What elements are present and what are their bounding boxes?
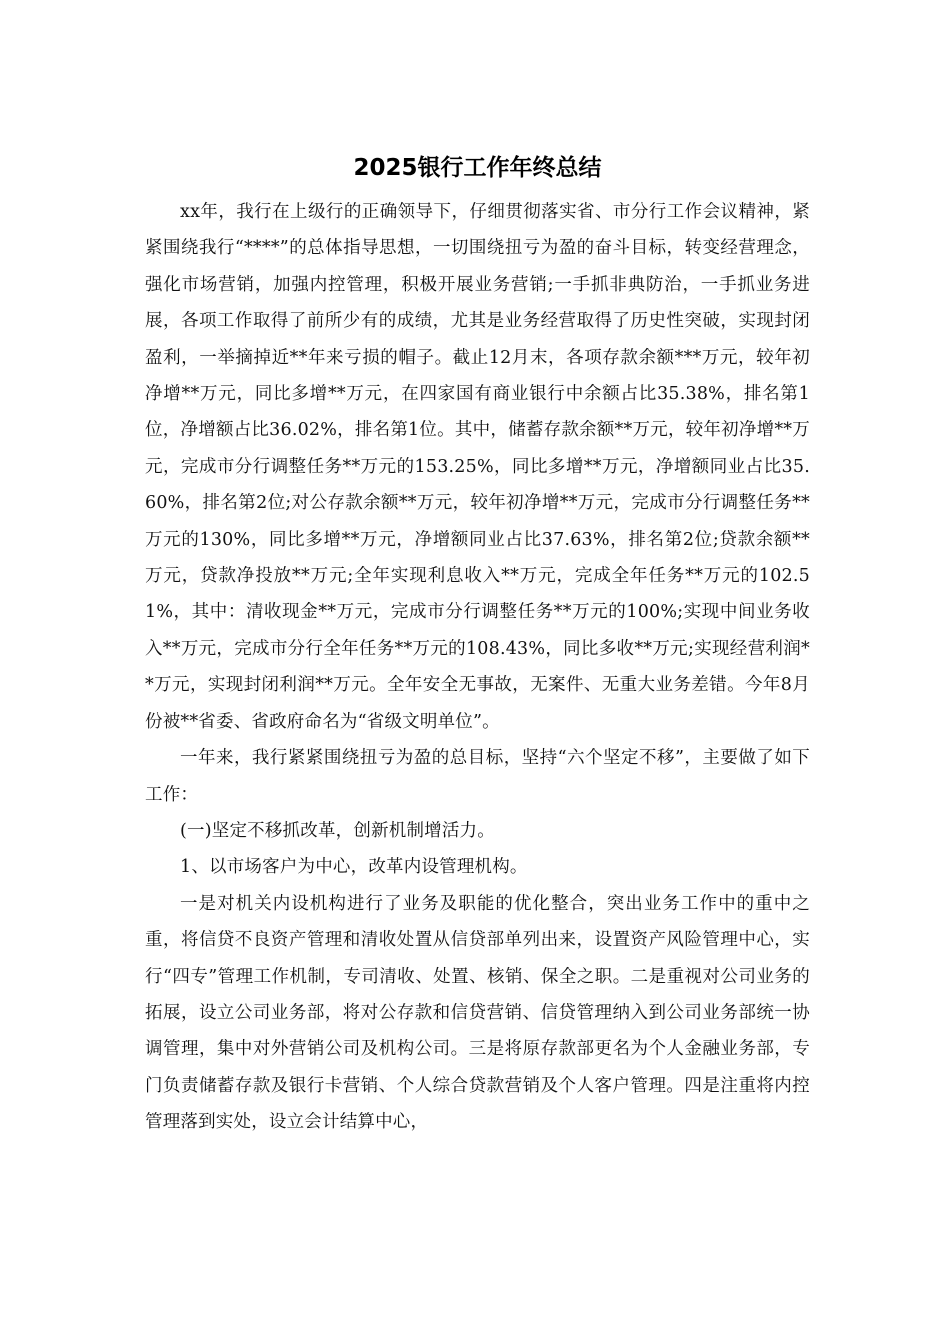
document-body — [145, 146, 810, 1141]
document-title: 2025银行工作年终总结 — [353, 155, 602, 181]
paragraph-intro: 一年来，我行紧紧围绕扭亏为盈的总目标，坚持“六个坚定不移”，主要做了如下工作： — [145, 748, 810, 805]
section-heading-1: (一)坚定不移抓改革，创新机制增活力。 — [180, 820, 495, 841]
subsection-heading-1: 1、以市场客户为中心，改革内设管理机构。 — [180, 857, 528, 878]
paragraph-summary: xx年，我行在上级行的正确领导下，仔细贯彻落实省、市分行工作会议精神，紧紧围绕我行“****”的总体指导思想，一切围绕扭亏为盈的奋斗目标，转变经营理念，强化市场营销，加强内控管理，积极开展业务营销;一手抓非典防治，一手抓业务进展，各项工作取得了前所少有的成绩，尤其是业务经营取得了历史性突破，实现封闭盈利，一举摘掉近**年来亏损的帽子。截止12月末，各项存款余额***万元，较年初净增**万元，同比多增**万元，在四家国有商业银行中余额占比35.38%，排名第1位，净增额占比36.02%，排名第1位。其中，储蓄存款余额**万元，较年初净增**万元，完成市分行调整任务**万元的153.25%，同比多增**万元，净增额同业占比35.60%，排名第2位;对公存款余额**万元，较年初净增**万元，完成市分行调整任务**万元的130%，同比多增**万元，净增额同业占比37.63%，排名第2位;贷款余额**万元，贷款净投放**万元;全年实现利息收入**万元，完成全年任务**万元的102.51%，其中：清收现金**万元，完成市分行调整任务**万元的100%;实现中间业务收入**万元，完成市分行全年任务**万元的108.43%，同比多收**万元;实现经营利润**万元，实现封闭利润**万元。全年安全无事故，无案件、无重大业务差错。今年8月份被**省委、省政府命名为“省级文明单位”。 — [145, 202, 810, 732]
paragraph-reform-details: 一是对机关内设机构进行了业务及职能的优化整合，突出业务工作中的重中之重，将信贷不良资产管理和清收处置从信贷部单列出来，设置资产风险管理中心，实行“四专”管理工作机制，专司清收、处置、核销、保全之职。二是重视对公司业务的拓展，设立公司业务部，将对公存款和信贷营销、信贷管理纳入到公司业务部统一协调管理，集中对外营销公司及机构公司。三是将原存款部更名为个人金融业务部，专门负责储蓄存款及银行卡营销、个人综合贷款营销及个人客户管理。四是注重将内控管理落到实处，设立会计结算中心， — [145, 893, 810, 1133]
